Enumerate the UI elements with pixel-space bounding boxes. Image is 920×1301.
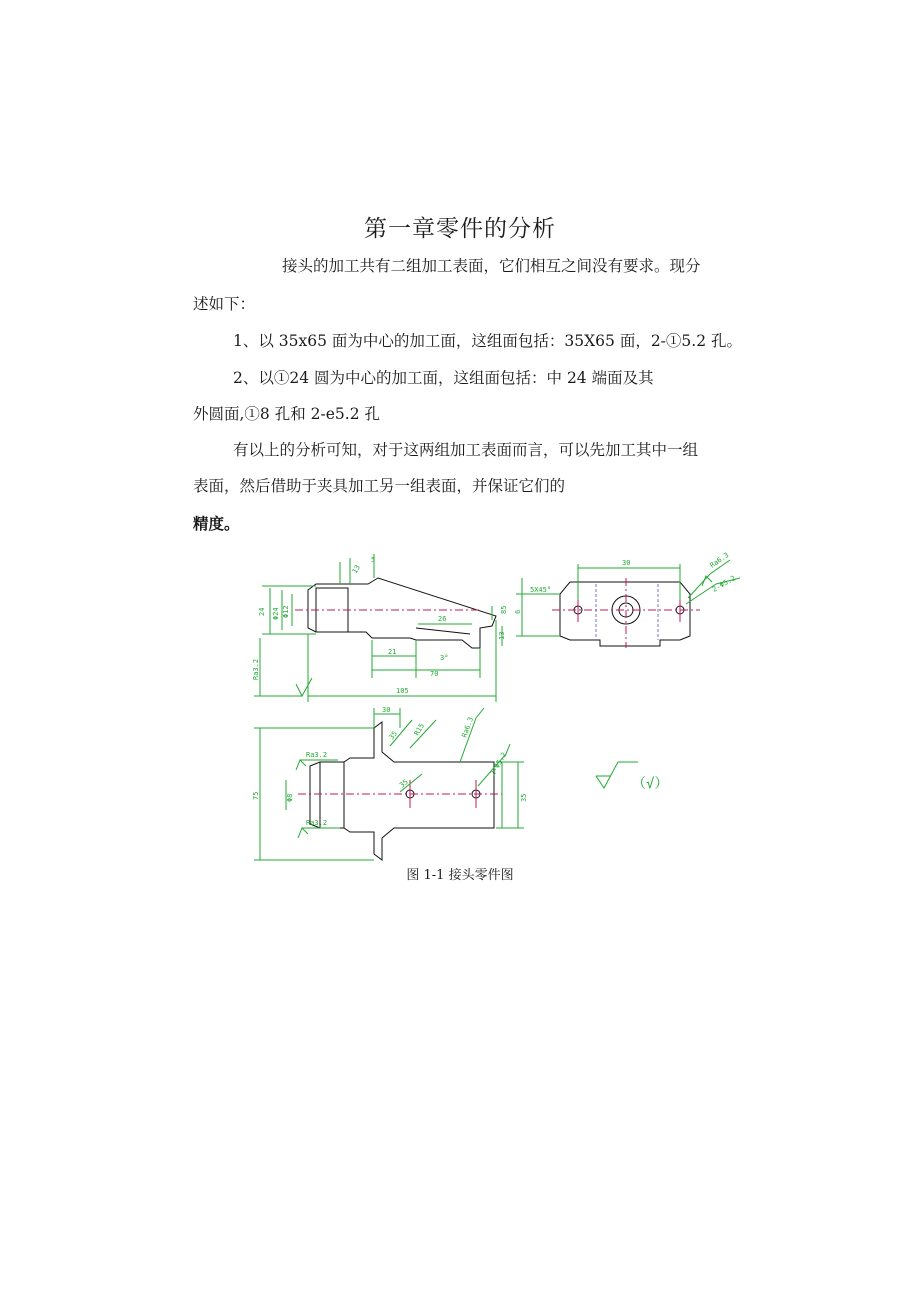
- dim-label: 70: [430, 670, 439, 678]
- part-drawing: [240, 548, 740, 863]
- surface-roughness-label: Ra3.2: [252, 658, 260, 680]
- surface-roughness-label: Ra6.3: [460, 716, 476, 739]
- view-end: [514, 551, 740, 648]
- paragraph-line: 有以上的分析可知，对于这两组加工表面而言，可以先加工其中一组: [233, 441, 699, 459]
- dim-label: 26: [438, 615, 447, 623]
- dim-label: 35: [387, 729, 399, 742]
- dim-label: 5X45°: [530, 586, 552, 594]
- list-item-continued: 外圆面,①8 孔和 2-e5.2 孔: [193, 405, 380, 423]
- list-item: 1、以 35x65 面为中心的加工面，这组面包括：35X65 面，2-①5.2 孔。: [233, 332, 742, 350]
- dim-label: Φ8: [286, 793, 294, 802]
- dim-label: 30: [622, 559, 631, 567]
- dim-label: 21: [388, 648, 397, 656]
- dim-label: 24: [258, 607, 266, 616]
- dim-label: 5: [371, 556, 376, 564]
- dim-label: 35: [520, 793, 528, 802]
- dim-label: 75: [252, 791, 260, 800]
- surface-roughness-label: Ra3.2: [306, 819, 328, 827]
- dim-label: 6: [514, 609, 522, 614]
- dim-label: Φ24: [272, 607, 280, 620]
- paragraph-line: 述如下：: [193, 295, 256, 313]
- view-front: [252, 706, 528, 860]
- paragraph-line: 接头的加工共有二组加工表面，它们相互之间没有要求。现分: [282, 257, 701, 275]
- dim-label: 85: [500, 605, 508, 614]
- dim-label: 13: [498, 631, 506, 640]
- dim-label: 3°: [440, 654, 449, 662]
- dim-label: 35: [398, 777, 410, 790]
- surface-roughness-label: Ra6.3: [708, 550, 731, 570]
- view-side-elevation: [252, 554, 508, 702]
- dim-label: 2-Φ5.2: [711, 574, 737, 594]
- dim-label: 30: [382, 706, 391, 714]
- dim-label: R15: [412, 722, 427, 737]
- dim-label: 105: [396, 687, 409, 695]
- check-mark-label: （√）: [632, 776, 669, 792]
- paragraph-line: 精度。: [193, 515, 240, 533]
- dim-label: 13: [350, 563, 362, 575]
- surface-roughness-label: Ra3.2: [306, 751, 328, 759]
- chapter-title: 第一章零件的分析: [364, 216, 556, 242]
- paragraph-line: 表面，然后借助于夹具加工另一组表面，并保证它们的: [193, 477, 566, 495]
- list-item: 2、以①24 圆为中心的加工面，这组面包括：中 24 端面及其: [233, 369, 654, 387]
- dim-label: 2-Φ5.2: [488, 751, 509, 777]
- dim-label: Φ12: [282, 605, 290, 618]
- figure-caption: 图 1-1 接头零件图: [406, 868, 514, 883]
